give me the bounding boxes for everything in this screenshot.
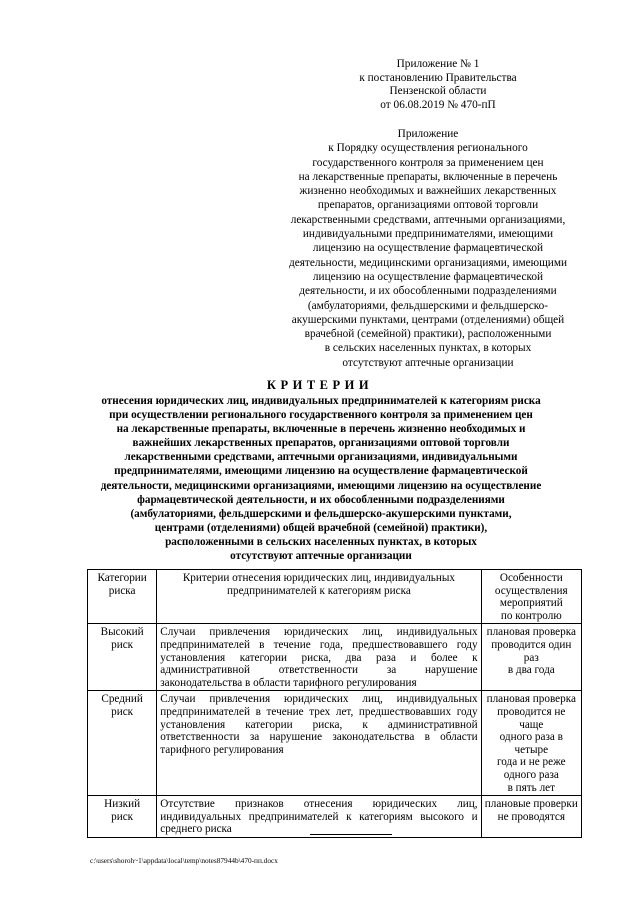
subtitle-line: расположенными в сельских населенных пунктах, в которых — [165, 535, 477, 548]
subtitle-line: фармацевтической деятельности, и их обособленными подразделениями — [137, 493, 505, 506]
category-cell: Низкий риск — [88, 796, 157, 838]
criteria-cell: Случаи привлечения юридических лиц, индивидуальных предпринимателей в течение трех лет, предшествовавших году установления категории риска, к административной ответственности за нарушение законодательства в области тарифного регулирования — [157, 691, 481, 796]
appendix-2-line: препаратов, организациями оптовой торговли — [317, 199, 539, 212]
appendix-2-line: к Порядку осуществления регионального — [328, 142, 528, 155]
subtitle-line: отнесения юридических лиц, индивидуальных предпринимателей к категориям риска — [101, 395, 541, 407]
appendix-1-line: Приложение № 1 — [396, 58, 480, 70]
appendix-1-header — [318, 58, 558, 112]
table-row — [88, 796, 582, 838]
appendix-1-line: от 06.08.2019 № 470-пП — [380, 98, 496, 111]
header-category: Категории риска — [88, 570, 157, 624]
appendix-2-header — [278, 127, 578, 370]
document-subtitle — [86, 394, 556, 563]
subtitle-line: деятельности, медицинскими организациями, имеющими лицензию на осуществление — [100, 479, 542, 492]
table-header-row — [88, 570, 582, 624]
subtitle-line: на лекарственные препараты, включенные в перечень жизненно необходимых и — [116, 423, 526, 436]
subtitle-line: при осуществлении регионального государственного контроля за применением цен — [109, 409, 533, 422]
criteria-cell: Отсутствие признаков отнесения юридических лиц, индивидуальных предпринимателей к категориям высокого и среднего риска — [157, 796, 481, 838]
appendix-2-line: (амбулаториями, фельдшерскими и фельдшерско- — [307, 299, 549, 312]
header-criteria: Критерии отнесения юридических лиц, индивидуальных предпринимателей к категориям риска — [157, 570, 481, 624]
appendix-2-line: на лекарственные препараты, включенные в перечень — [298, 170, 558, 183]
subtitle-line: центрами (отделениями) общей врачебной (семейной) практики), — [154, 521, 488, 534]
features-cell: плановая проверка проводится не чаще одного раза в четыре года и не реже одного раза в пять лет — [481, 691, 581, 796]
category-cell: Высокий риск — [88, 624, 157, 691]
footnote-separator — [310, 834, 392, 835]
appendix-1-line: к постановлению Правительства — [359, 71, 517, 84]
table-row — [88, 624, 582, 691]
subtitle-line: отсутствуют аптечные организации — [230, 550, 412, 563]
table-row — [88, 691, 582, 796]
appendix-1-line: Пензенской области — [389, 85, 487, 98]
appendix-2-line: лекарственными средствами, аптечными организациями, — [290, 213, 566, 226]
criteria-table — [87, 569, 582, 838]
appendix-2-line: деятельности, медицинскими организациями, имеющими — [288, 256, 568, 269]
subtitle-line: предпринимателями, имеющими лицензию на осуществление фармацевтической — [114, 465, 528, 478]
file-path-footer: c:\users\shoroh~1\appdata\local\temp\notes87944b\470-пп.docx — [90, 856, 278, 865]
category-cell: Средний риск — [88, 691, 157, 796]
header-features: Особенности осуществления мероприятий по контролю — [481, 570, 581, 624]
appendix-2-line: Приложение — [397, 128, 459, 140]
features-cell: плановая проверка проводится один раз в два года — [481, 624, 581, 691]
appendix-2-line: индивидуальными предпринимателями, имеющими — [302, 228, 554, 241]
appendix-2-line: жизненно необходимых и важнейших лекарственных — [299, 185, 557, 198]
appendix-2-line: лицензию на осуществление фармацевтической — [312, 270, 544, 283]
subtitle-line: важнейших лекарственных препаратов, организациями оптовой торговли — [132, 437, 510, 450]
appendix-2-line: акушерскими пунктами, центрами (отделениями) общей — [291, 313, 565, 326]
features-cell: плановые проверки не проводятся — [481, 796, 581, 838]
appendix-2-line: государственного контроля за применением цен — [312, 156, 544, 169]
appendix-2-line: отсутствуют аптечные организации — [342, 356, 514, 369]
appendix-2-line: врачебной (семейной) практики), расположенными — [304, 328, 552, 341]
document-title: КРИТЕРИИ — [266, 378, 374, 392]
appendix-2-line: лицензию на осуществление фармацевтической — [312, 242, 544, 255]
appendix-2-line: деятельности, и их обособленными подразделениями — [299, 285, 557, 298]
subtitle-line: (амбулаториями, фельдшерскими и фельдшерско-акушерскими пунктами, — [130, 507, 512, 520]
criteria-cell: Случаи привлечения юридических лиц, индивидуальных предпринимателей в течение года, предшествовавшего году установления категории риска, два раза и более к административной ответственности за нарушение законодательства в области тарифного регулирования — [157, 624, 481, 691]
subtitle-line: лекарственными средствами, аптечными организациями, индивидуальными — [124, 451, 518, 464]
appendix-2-line: в сельских населенных пунктах, в которых — [324, 342, 532, 355]
